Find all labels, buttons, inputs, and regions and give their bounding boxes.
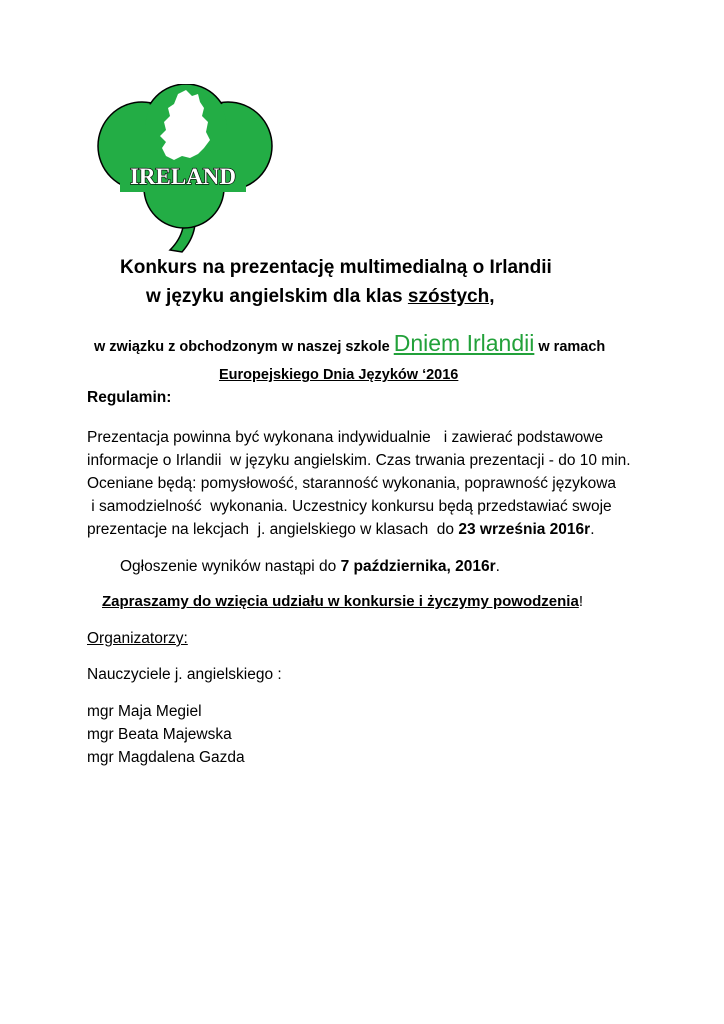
rules-line: i samodzielność wykonania. Uczestnicy konkursu będą przedstawiać swoje xyxy=(87,498,612,515)
irish-day-highlight: Dniem Irlandii xyxy=(393,330,535,356)
invitation-line: Zapraszamy do wzięcia udziału w konkursie i życzymy powodzenia! xyxy=(102,593,583,610)
occasion-line-2: Europejskiego Dnia Języków ‘2016 xyxy=(219,367,459,383)
rules-line: informacje o Irlandii w języku angielskim. Czas trwania prezentacji - do 10 min. xyxy=(87,452,631,469)
organizers-names xyxy=(87,700,245,769)
rules-line: Oceniane będą: pomysłowość, staranność wykonania, poprawność językowa xyxy=(87,475,617,492)
title-line-1: Konkurs na prezentację multimedialną o Irlandii xyxy=(120,257,552,278)
organizers-group: Nauczyciele j. angielskiego : xyxy=(87,666,282,683)
deadline-date: 23 września 2016r xyxy=(458,521,591,538)
rules-paragraph xyxy=(87,426,631,541)
organizer-name: mgr Beata Majewska xyxy=(87,726,232,743)
results-line: Ogłoszenie wyników nastąpi do 7 października, 2016r. xyxy=(120,558,500,575)
organizers-heading: Organizatorzy: xyxy=(87,630,188,647)
title-line-2: w języku angielskim dla klas szóstych, xyxy=(146,286,495,307)
results-date: 7 października, 2016r xyxy=(340,558,496,575)
rules-line-last: prezentacje na lekcjach j. angielskiego w klasach do 23 września 2016r. xyxy=(87,521,595,538)
shamrock-logo xyxy=(86,84,280,254)
rules-line: Prezentacja powinna być wykonana indywidualnie i zawierać podstawowe xyxy=(87,429,604,446)
organizer-name: mgr Maja Megiel xyxy=(87,703,202,720)
organizer-name: mgr Magdalena Gazda xyxy=(87,749,245,766)
occasion-line: w związku z obchodzonym w naszej szkole Dniem Irlandii w ramach xyxy=(94,330,606,356)
rules-heading: Regulamin: xyxy=(87,389,172,406)
logo-text: IRELAND xyxy=(129,164,237,189)
